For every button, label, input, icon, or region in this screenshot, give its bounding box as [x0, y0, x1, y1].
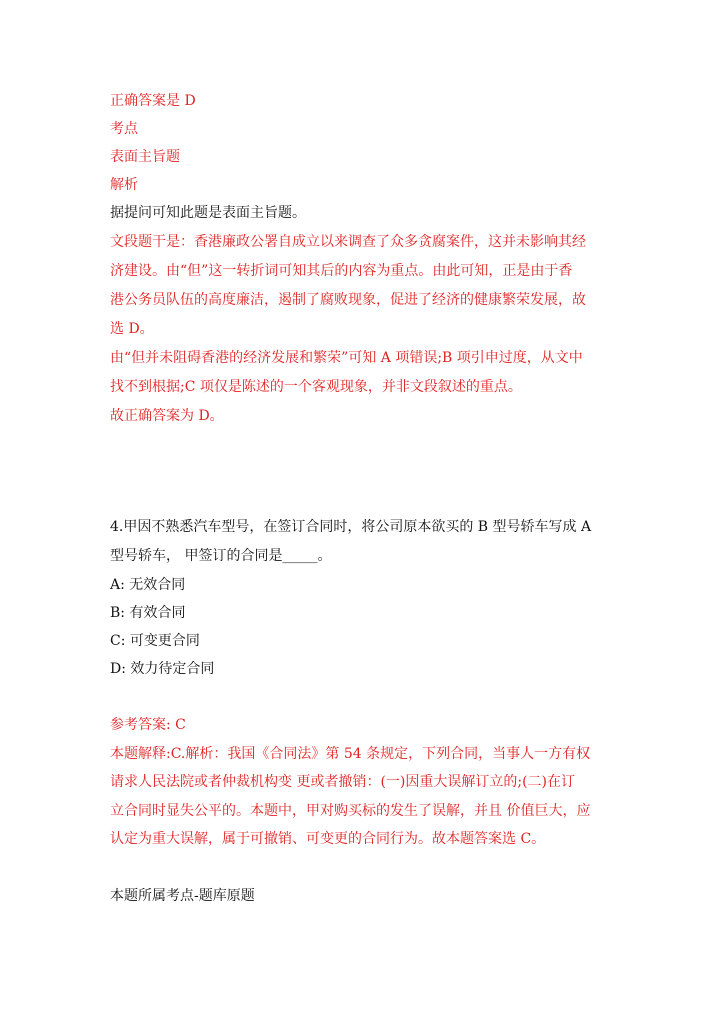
footer-note: 本题所属考点-题库原题 — [110, 888, 255, 904]
jiexi-intro: 据提问可知此题是表面主旨题。 — [110, 205, 306, 221]
explanation-line: 济建设。由“但”这一转折词可知其后的内容为重点。由此可知，正是由于香 — [110, 263, 573, 279]
explanation-line: 港公务员队伍的高度廉洁，遏制了腐败现象，促进了经济的健康繁荣发展，故 — [110, 292, 586, 308]
option-c: C: 可变更合同 — [110, 633, 200, 649]
option-a: A: 无效合同 — [110, 577, 186, 593]
jiexi-label: 解析 — [110, 177, 138, 193]
question-explanation-line: 认定为重大误解，属于可撤销、可变更的合同行为。故本题答案选 C。 — [110, 831, 546, 847]
option-b: B: 有效合同 — [110, 605, 186, 621]
correct-answer: 正确答案是 D — [110, 93, 196, 109]
explanation-line: 文段题干是：香港廉政公署自成立以来调查了众多贪腐案件，这并未影响其经 — [110, 234, 586, 250]
reference-answer: 参考答案: C — [110, 717, 186, 733]
question-stem-line: 4.甲因不熟悉汽车型号，在签订合同时，将公司原本欲买的 B 型号轿车写成 A — [110, 519, 592, 535]
question-stem-line: 型号轿车， 甲签订的合同是_____。 — [110, 548, 332, 564]
explanation-line: 选 D。 — [110, 321, 154, 337]
explanation-line: 由“但并未阻碍香港的经济发展和繁荣”可知 A 项错误;B 项引申过度，从文中 — [110, 350, 583, 366]
conclusion-line: 故正确答案为 D。 — [110, 408, 224, 424]
question-explanation-line: 本题解释:C.解析：我国《合同法》第 54 条规定，下列合同，当事人一方有权 — [110, 746, 591, 762]
kaodian-label: 考点 — [110, 121, 138, 137]
explanation-line: 找不到根据;C 项仅是陈述的一个客观现象，并非文段叙述的重点。 — [110, 379, 522, 395]
question-explanation-line: 立合同时显失公平的。本题中，甲对购买标的发生了误解，并且 价值巨大，应 — [110, 803, 591, 819]
option-d: D: 效力待定合同 — [110, 661, 215, 677]
kaodian-value: 表面主旨题 — [110, 149, 180, 165]
question-explanation-line: 请求人民法院或者仲裁机构变 更或者撤销：(一)因重大误解订立的;(二)在订 — [110, 774, 576, 790]
